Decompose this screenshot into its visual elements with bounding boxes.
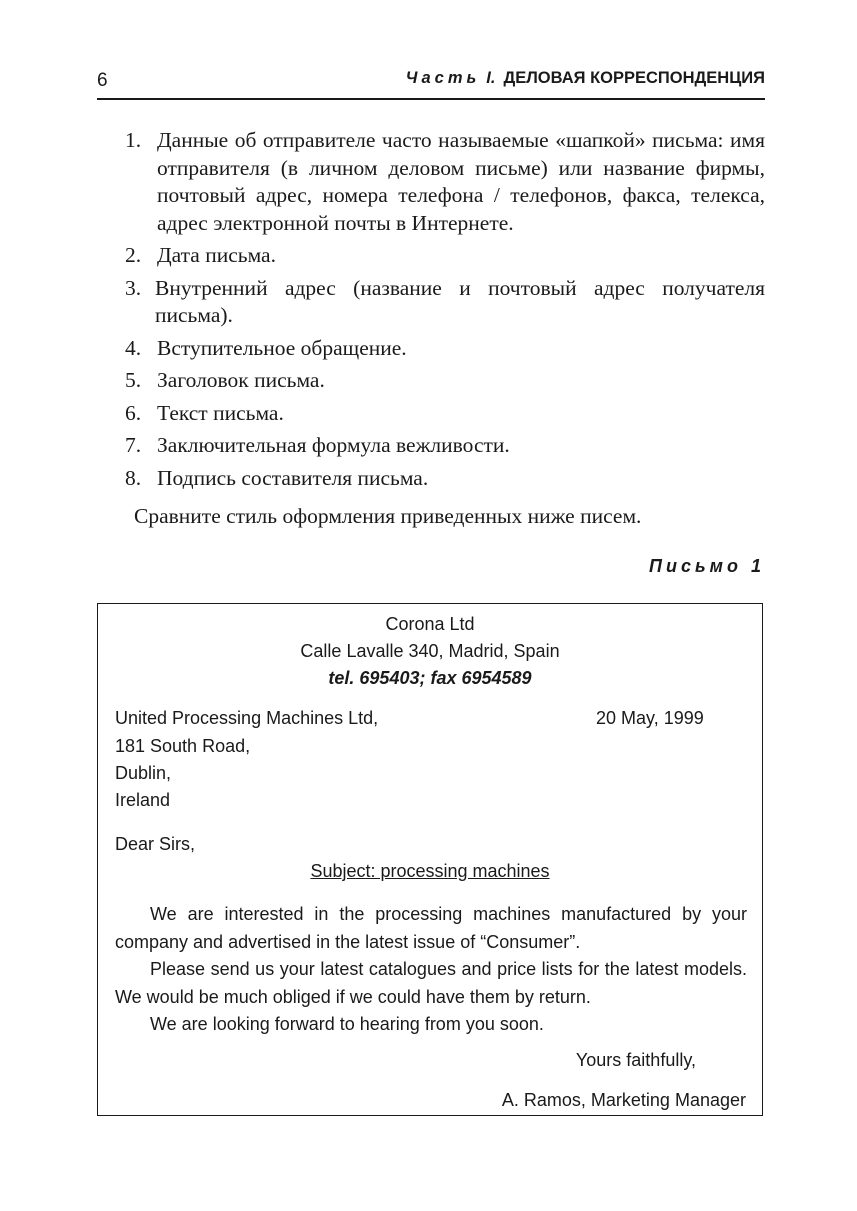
recipient-line: Dublin, bbox=[115, 763, 172, 783]
list-item-number: 6. bbox=[125, 400, 142, 425]
list-item-text: Вступительное обращение. bbox=[157, 335, 407, 360]
list-item-number: 8. bbox=[125, 465, 142, 490]
list-item bbox=[125, 335, 765, 363]
compare-instruction: Сравните стиль оформления приведенных ниже писем. bbox=[134, 504, 642, 528]
list-item-text: Внутренний адрес (название и почтовый адрес получателя письма). bbox=[155, 275, 765, 327]
list-item-text: Данные об отправителе часто называемые «шапкой» письма: имя отправителя (в личном деловом письме) или название фирмы, почтовый адрес, номера телефона / телефонов, факса, телекса, адрес электронной почты в Интернете. bbox=[157, 128, 765, 235]
letter-date: 20 May, 1999 bbox=[596, 708, 704, 728]
sender-contacts: tel. 695403; fax 6954589 bbox=[328, 668, 532, 688]
list-item-number: 7. bbox=[125, 433, 142, 457]
part-label: Часть bbox=[405, 69, 481, 87]
sender-name: Corona Ltd bbox=[385, 614, 475, 634]
list-item bbox=[125, 432, 765, 460]
list-item bbox=[125, 127, 765, 237]
page-number: 6 bbox=[97, 70, 108, 91]
salutation: Dear Sirs, bbox=[115, 834, 196, 854]
running-head bbox=[406, 69, 765, 88]
sender-address: Calle Lavalle 340, Madrid, Spain bbox=[300, 641, 560, 661]
list-item-text: Подпись составителя письма. bbox=[157, 465, 429, 490]
list-item-text: Заключительная формула вежливости. bbox=[157, 433, 510, 457]
recipient-line: Ireland bbox=[115, 790, 171, 810]
part-number: I. bbox=[486, 69, 496, 87]
list-item bbox=[125, 242, 765, 270]
closing: Yours faithfully, bbox=[575, 1050, 696, 1070]
body-paragraph: We are interested in the processing machines manufactured by your company and advertised in the latest issue of “Consumer”. bbox=[115, 904, 747, 952]
signature: A. Ramos, Marketing Manager bbox=[501, 1090, 746, 1110]
list-item-number: 3. bbox=[125, 275, 142, 300]
list-item bbox=[125, 275, 765, 330]
body-paragraph: We are looking forward to hearing from you soon. bbox=[150, 1014, 544, 1034]
body-paragraph: Please send us your latest catalogues and price lists for the latest models. We would be much obliged if we could have them by return. bbox=[115, 959, 747, 1007]
list-item bbox=[125, 465, 765, 493]
letter-title: Письмо 1 bbox=[649, 556, 765, 576]
list-item-text: Заголовок письма. bbox=[157, 368, 325, 392]
list-item-number: 2. bbox=[125, 243, 142, 267]
letter-box bbox=[97, 603, 763, 1116]
list-item-number: 4. bbox=[125, 335, 142, 360]
list-item-number: 5. bbox=[125, 368, 142, 392]
list-item-text: Дата письма. bbox=[157, 243, 276, 267]
recipient-line: 181 South Road, bbox=[115, 736, 251, 756]
list-item-number: 1. bbox=[125, 128, 142, 152]
list-item-text: Текст письма. bbox=[157, 400, 284, 425]
chapter-title: ДЕЛОВАЯ КОРРЕСПОНДЕНЦИЯ bbox=[503, 69, 765, 87]
page-header bbox=[97, 64, 765, 100]
list-item bbox=[125, 367, 765, 395]
list-item bbox=[125, 400, 765, 428]
letter-subject: Subject: processing machines bbox=[310, 861, 550, 881]
recipient-line: United Processing Machines Ltd, bbox=[115, 708, 379, 728]
letter-structure-list bbox=[125, 127, 765, 497]
